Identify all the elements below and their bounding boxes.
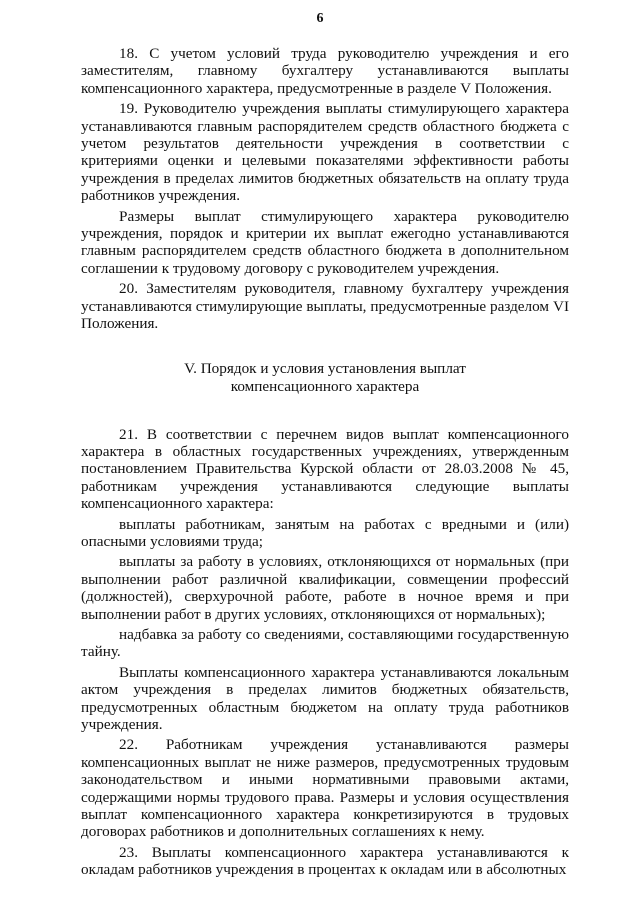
paragraph-local-act: Выплаты компенсационного характера устанавливаются локальным актом учреждения в пределах лимитов бюджетных обязательств, предусмотренных областным бюджетом на оплату труда работников учреждения. <box>81 663 569 733</box>
section-heading <box>81 360 569 396</box>
list-item-harmful-conditions: выплаты работникам, занятым на работах с вредными и (или) опасными условиями труда; <box>81 515 569 550</box>
paragraph-18: 18. С учетом условий труда руководителю учреждения и его заместителям, главному бухгалтеру устанавливаются выплаты компенсационного характера, предусмотренные в разделе V Положения. <box>81 45 569 97</box>
paragraph-22: 22. Работникам учреждения устанавливаются размеры компенсационных выплат не ниже размеров, предусмотренных трудовым законодательством и иными нормативными правовыми актами, содержащими нормы трудового права. Размеры и условия осуществления выплат компенсационного характера конкретизируются в трудовых договорах работников и дополнительных соглашениях к нему. <box>81 736 569 841</box>
page-number: 6 <box>316 11 324 26</box>
document-body <box>81 45 569 879</box>
paragraph-21: 21. В соответствии с перечнем видов выплат компенсационного характера в областных государственных учреждениях, утвержденным постановлением Правительства Курской области от 28.03.2008 № 45, работникам учреждения устанавливаются следующие выплаты компенсационного характера: <box>81 425 569 513</box>
paragraph-19: 19. Руководителю учреждения выплаты стимулирующего характера устанавливаются главным распорядителем средств областного бюджета с учетом результатов деятельности учреждения в соответствии с критериями оценки и целевыми показателями эффективности работы учреждения в пределах лимитов бюджетных обязательств на оплату труда работников учреждения. <box>81 100 569 205</box>
paragraph-23: 23. Выплаты компенсационного характера устанавливаются к окладам работников учреждения в процентах к окладам или в абсолютных <box>81 843 569 879</box>
paragraph-19-sizes: Размеры выплат стимулирующего характера руководителю учреждения, порядок и критерии их выплат ежегодно устанавливаются главным распорядителем средств областного бюджета в дополнительном соглашении к трудовому договору с руководителем учреждения. <box>81 207 569 277</box>
section-heading-line-2: компенсационного характера <box>230 377 420 395</box>
paragraph-20: 20. Заместителям руководителя, главному бухгалтеру учреждения устанавливаются стимулирующие выплаты, предусмотренные разделом VI Положения. <box>81 280 569 333</box>
list-item-state-secret-bonus: надбавка за работу со сведениями, составляющими государственную тайну. <box>81 625 569 661</box>
section-heading-line-1: V. Порядок и условия установления выплат <box>184 359 466 377</box>
list-item-abnormal-conditions: выплаты за работу в условиях, отклоняющихся от нормальных (при выполнении работ различной квалификации, совмещении профессий (должностей), сверхурочной работе, работе в ночное время и при выполнении работ в других условиях, отклоняющихся от нормальных); <box>81 553 569 623</box>
